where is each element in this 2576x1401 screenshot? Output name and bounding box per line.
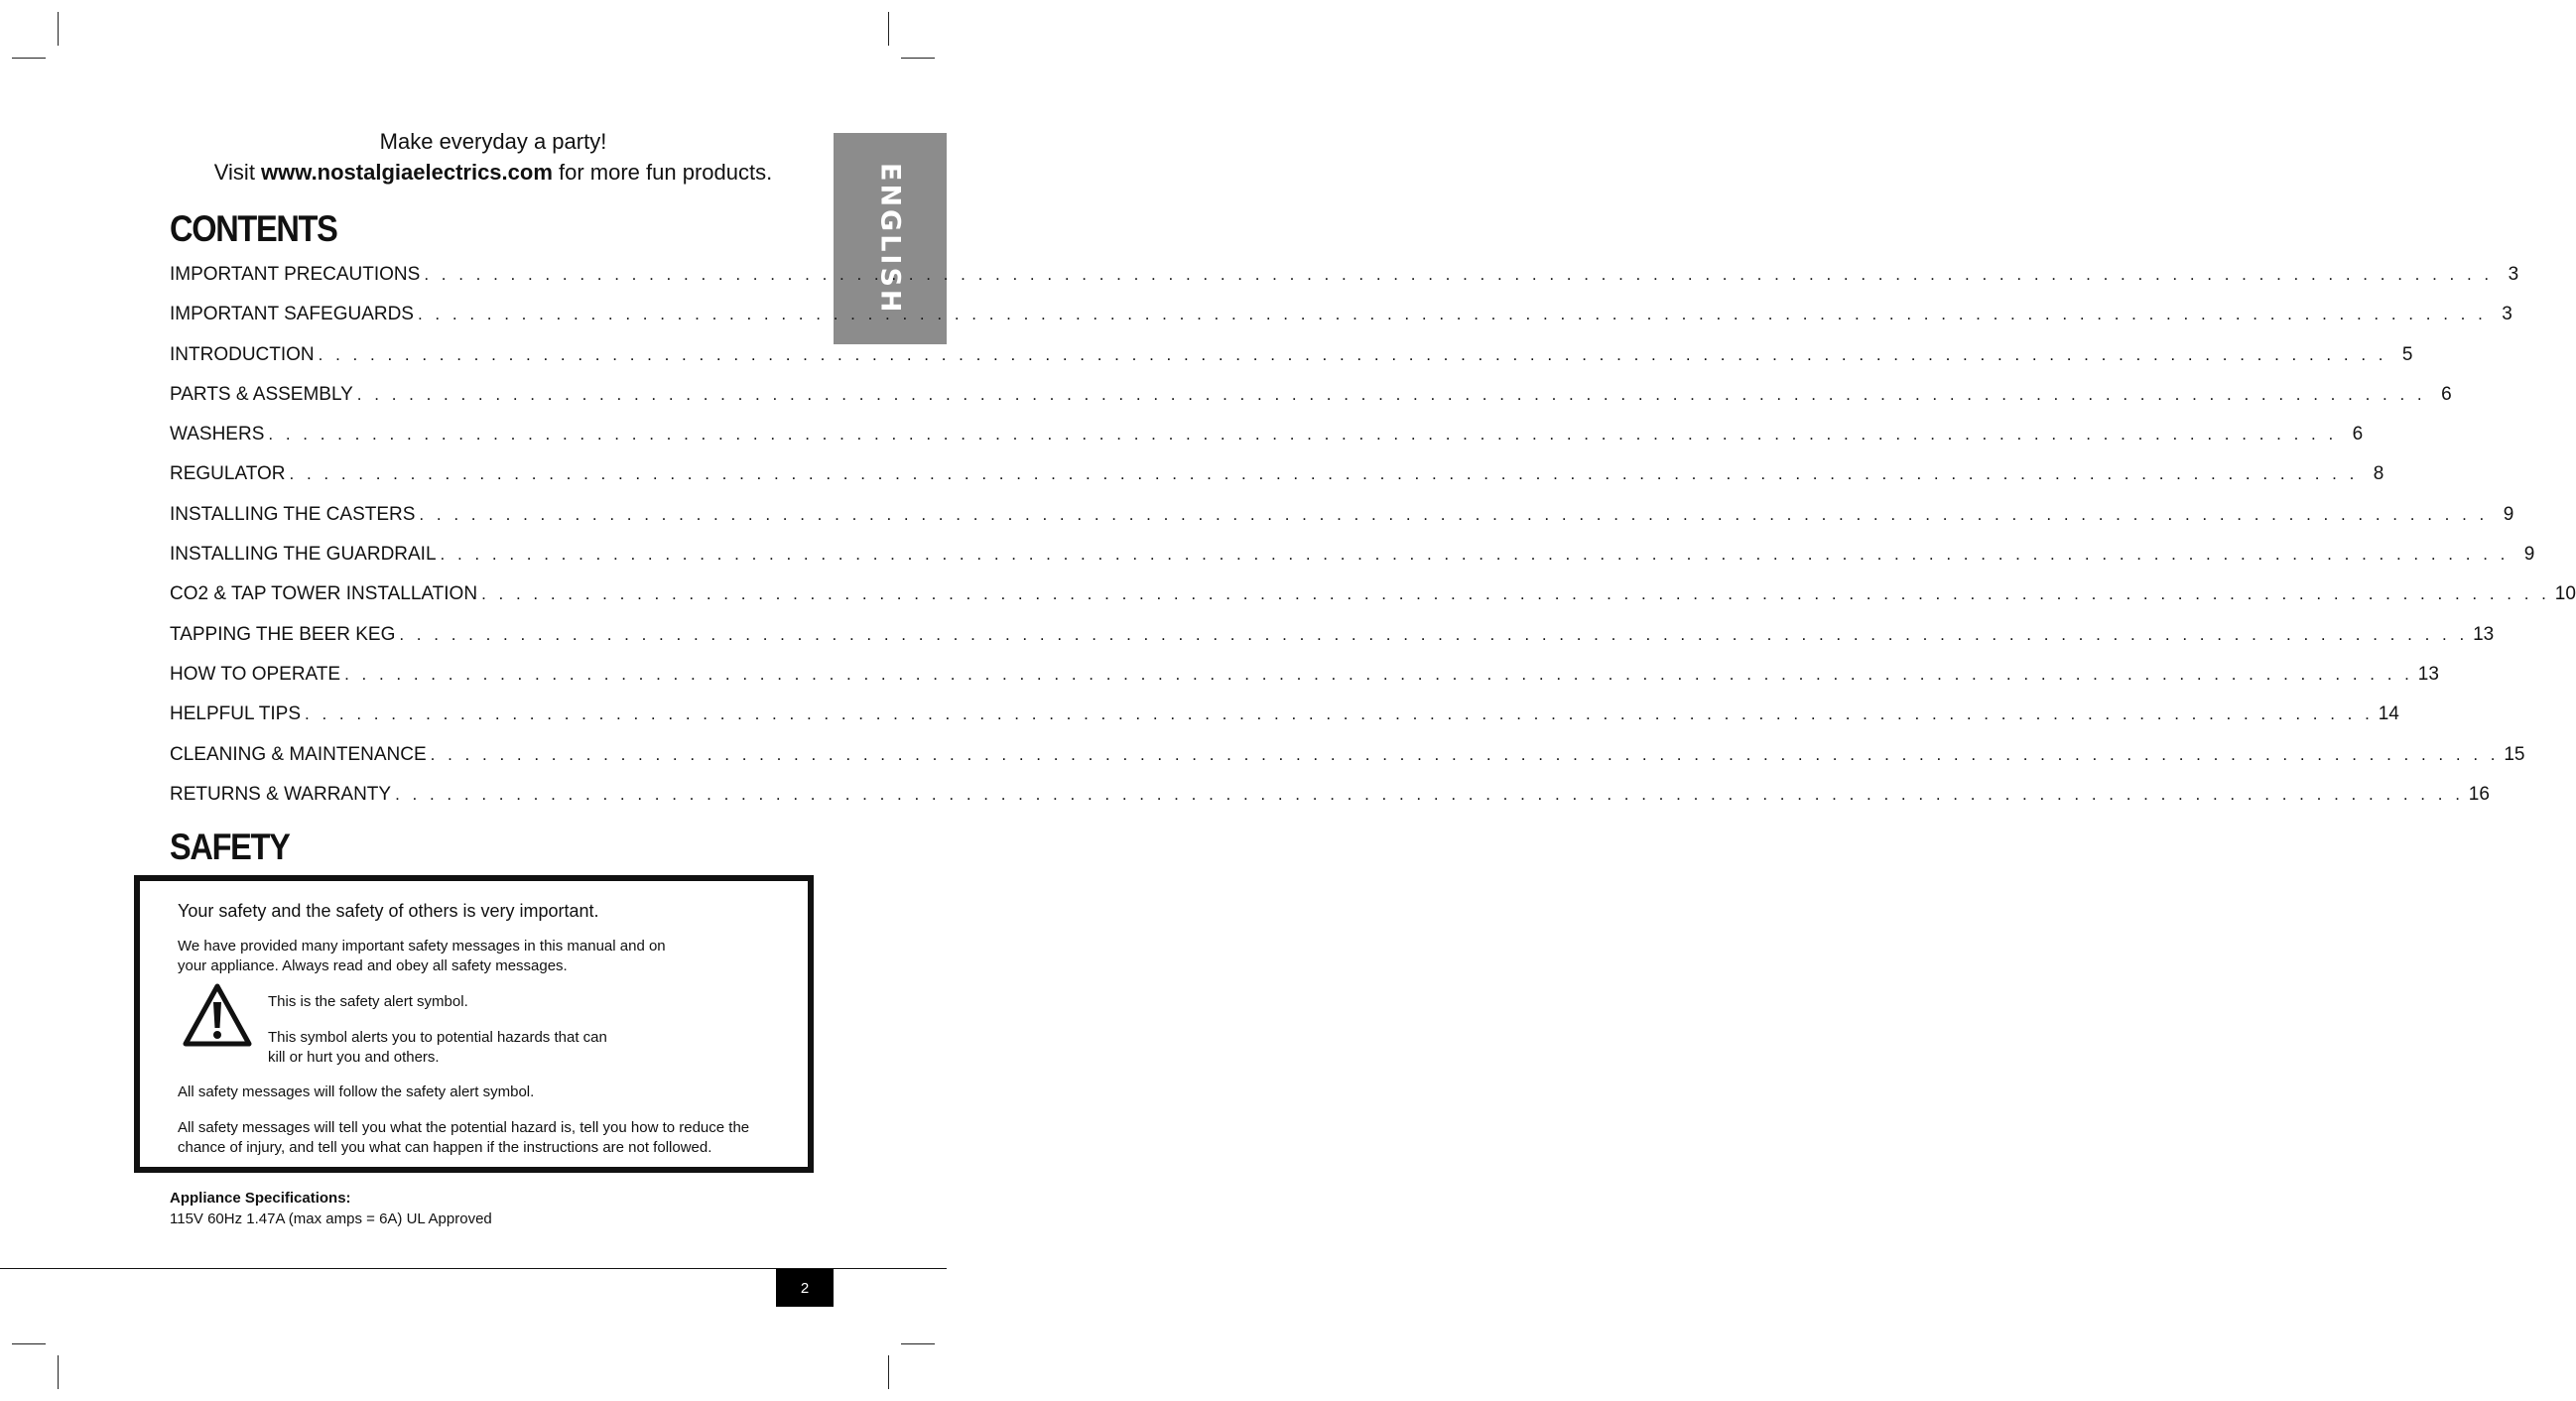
tagline: Make everyday a party! [379, 129, 607, 154]
website-link[interactable]: www.nostalgiaelectrics.com [261, 160, 553, 185]
toc-entry-page: 16 [2468, 783, 2490, 805]
crop-mark [58, 1355, 59, 1389]
toc-leader-dots: . . . . . . . . . . . . . . . . . . . . . . . . . . . . . . . . . . . . . . . . . . . . . . . . . . . . . . . . . . . . . . . . . . . . . . . . . . . . . . . . . . . . . . . . . . . . . . . . . . . . . . . . . . . . . . . . . . . . . . . . [356, 384, 2426, 404]
toc-entry-title: INSTALLING THE GUARDRAIL [170, 544, 441, 566]
toc-entry-page: 8 [2373, 463, 2384, 485]
safety-heading: SAFETY [170, 827, 290, 867]
toc-leader-dots: . . . . . . . . . . . . . . . . . . . . . . . . . . . . . . . . . . . . . . . . . . . . . . . . . . . . . . . . . . . . . . . . . . . . . . . . . . . . . . . . . . . . . . . . . . . . . . . . . . . . . . . . . . . . . . . . . . . . . . . . [305, 704, 2374, 724]
toc-entry-page: 9 [2503, 503, 2514, 525]
toc-entry[interactable] [170, 343, 2413, 384]
toc-entry-title: IMPORTANT PRECAUTIONS [170, 264, 424, 286]
toc-entry-page: 13 [2473, 623, 2495, 645]
specs-value: 115V 60Hz 1.47A (max amps = 6A) UL Approved [170, 1210, 492, 1227]
toc-entry-title: CO2 & TAP TOWER INSTALLATION [170, 583, 481, 605]
safety-symbol-description: This symbol alerts you to potential hazards that can kill or hurt you and others. [268, 1029, 607, 1066]
toc-leader-dots: . . . . . . . . . . . . . . . . . . . . . . . . . . . . . . . . . . . . . . . . . . . . . . . . . . . . . . . . . . . . . . . . . . . . . . . . . . . . . . . . . . . . . . . . . . . . . . . . . . . . . . . . . . . . . . . . . . . . . . . . [481, 584, 2550, 604]
toc-leader-dots: . . . . . . . . . . . . . . . . . . . . . . . . . . . . . . . . . . . . . . . . . . . . . . . . . . . . . . . . . . . . . . . . . . . . . . . . . . . . . . . . . . . . . . . . . . . . . . . . . . . . . . . . . . . . . . . . . . . . . . . . [289, 464, 2359, 484]
crop-mark [888, 1355, 889, 1389]
safety-paragraph: All safety messages will tell you what the potential hazard is, tell you how to reduce the chance of injury, and tell you what can happen if the instructions are not followed. [178, 1119, 750, 1156]
toc-leader-dots: . . . . . . . . . . . . . . . . . . . . . . . . . . . . . . . . . . . . . . . . . . . . . . . . . . . . . . . . . . . . . . . . . . . . . . . . . . . . . . . . . . . . . . . . . . . . . . . . . . . . . . . . . . . . . . . . . . . . . . . . [419, 504, 2489, 524]
toc-entry-page: 5 [2401, 343, 2413, 365]
contents-heading: CONTENTS [170, 208, 337, 249]
appliance-specs [170, 1188, 492, 1229]
toc-entry[interactable] [170, 743, 2525, 784]
toc-entry-page: 14 [2378, 703, 2399, 725]
toc-entry-title: PARTS & ASSEMBLY [170, 384, 357, 406]
toc-leader-dots: . . . . . . . . . . . . . . . . . . . . . . . . . . . . . . . . . . . . . . . . . . . . . . . . . . . . . . . . . . . . . . . . . . . . . . . . . . . . . . . . . . . . . . . . . . . . . . . . . . . . . . . . . . . . . . . . . . . . . . . . [268, 425, 2338, 445]
table-of-contents [170, 264, 2576, 824]
toc-entry-page: 6 [2441, 383, 2452, 405]
safety-paragraph: We have provided many important safety messages in this manual and on your appliance. Always read and obey all safety messages. [178, 938, 666, 974]
toc-entry[interactable] [170, 544, 2535, 583]
safety-symbol-text: This is the safety alert symbol. [268, 993, 468, 1010]
toc-leader-dots: . . . . . . . . . . . . . . . . . . . . . . . . . . . . . . . . . . . . . . . . . . . . . . . . . . . . . . . . . . . . . . . . . . . . . . . . . . . . . . . . . . . . . . . . . . . . . . . . . . . . . . . . . . . . . . . . . . . . . . . . [395, 784, 2464, 804]
toc-entry[interactable] [170, 703, 2399, 743]
toc-entry-title: RETURNS & WARRANTY [170, 784, 395, 806]
page-number: 2 [776, 1269, 834, 1307]
toc-entry[interactable] [170, 783, 2490, 824]
toc-entry-title: CLEANING & MAINTENANCE [170, 744, 431, 766]
toc-entry[interactable] [170, 623, 2495, 664]
toc-entry[interactable] [170, 663, 2439, 703]
toc-leader-dots: . . . . . . . . . . . . . . . . . . . . . . . . . . . . . . . . . . . . . . . . . . . . . . . . . . . . . . . . . . . . . . . . . . . . . . . . . . . . . . . . . . . . . . . . . . . . . . . . . . . . . . . . . . . . . . . . . . . . . . . . [318, 344, 2387, 364]
crop-mark [888, 12, 889, 46]
toc-entry[interactable] [170, 583, 2576, 623]
toc-entry[interactable] [170, 463, 2384, 503]
specs-label: Appliance Specifications: [170, 1190, 351, 1207]
toc-leader-dots: . . . . . . . . . . . . . . . . . . . . . . . . . . . . . . . . . . . . . . . . . . . . . . . . . . . . . . . . . . . . . . . . . . . . . . . . . . . . . . . . . . . . . . . . . . . . . . . . . . . . . . . . . . . . . . . . . . . . . . . . [440, 545, 2510, 565]
crop-mark [12, 1343, 46, 1344]
toc-entry-page: 10 [2554, 583, 2576, 605]
toc-leader-dots: . . . . . . . . . . . . . . . . . . . . . . . . . . . . . . . . . . . . . . . . . . . . . . . . . . . . . . . . . . . . . . . . . . . . . . . . . . . . . . . . . . . . . . . . . . . . . . . . . . . . . . . . . . . . . . . . . . . . . . . . [430, 744, 2500, 764]
toc-entry[interactable] [170, 383, 2452, 424]
toc-entry[interactable] [170, 264, 2519, 304]
toc-entry-page: 9 [2523, 544, 2535, 566]
crop-mark [901, 58, 935, 59]
warning-triangle-icon [182, 982, 253, 1048]
toc-entry-page: 3 [2502, 304, 2512, 325]
toc-entry[interactable] [170, 304, 2512, 343]
crop-mark [12, 58, 46, 59]
safety-box [134, 875, 814, 1173]
tagline-visit: Visit www.nostalgiaelectrics.com for more fun products. [213, 160, 773, 185]
toc-entry-title: IMPORTANT SAFEGUARDS [170, 304, 418, 325]
toc-leader-dots: . . . . . . . . . . . . . . . . . . . . . . . . . . . . . . . . . . . . . . . . . . . . . . . . . . . . . . . . . . . . . . . . . . . . . . . . . . . . . . . . . . . . . . . . . . . . . . . . . . . . . . . . . . . . . . . . . . . . . . . . [344, 664, 2413, 684]
toc-entry[interactable] [170, 424, 2364, 463]
toc-entry-page: 13 [2417, 663, 2439, 685]
language-label: ENGLISH [874, 162, 906, 316]
safety-paragraph: All safety messages will follow the safety alert symbol. [178, 1083, 535, 1100]
toc-leader-dots: . . . . . . . . . . . . . . . . . . . . . . . . . . . . . . . . . . . . . . . . . . . . . . . . . . . . . . . . . . . . . . . . . . . . . . . . . . . . . . . . . . . . . . . . . . . . . . . . . . . . . . . . . . . . . . . . . . . . . . . . [399, 624, 2469, 644]
crop-mark [58, 12, 59, 46]
toc-entry-title: HOW TO OPERATE [170, 664, 344, 686]
toc-entry-page: 6 [2352, 424, 2364, 446]
toc-entry-title: INSTALLING THE CASTERS [170, 504, 419, 526]
safety-lead: Your safety and the safety of others is very important. [178, 901, 599, 921]
toc-entry-page: 3 [2508, 264, 2519, 285]
toc-entry-title: HELPFUL TIPS [170, 703, 305, 725]
toc-entry[interactable] [170, 503, 2514, 544]
toc-entry-title: TAPPING THE BEER KEG [170, 624, 399, 646]
toc-leader-dots: . . . . . . . . . . . . . . . . . . . . . . . . . . . . . . . . . . . . . . . . . . . . . . . . . . . . . . . . . . . . . . . . . . . . . . . . . . . . . . . . . . . . . . . . . . . . . . . . . . . . . . . . . . . . . . . . . . . . . . . . [424, 265, 2494, 284]
toc-entry-title: WASHERS [170, 424, 268, 446]
toc-entry-page: 15 [2504, 743, 2525, 765]
toc-entry-title: REGULATOR [170, 463, 290, 485]
toc-leader-dots: . . . . . . . . . . . . . . . . . . . . . . . . . . . . . . . . . . . . . . . . . . . . . . . . . . . . . . . . . . . . . . . . . . . . . . . . . . . . . . . . . . . . . . . . . . . . . . . . . . . . . . . . . . . . . . . . . . . . . . . . [417, 305, 2487, 324]
crop-mark [901, 1343, 935, 1344]
toc-entry-title: INTRODUCTION [170, 344, 319, 366]
